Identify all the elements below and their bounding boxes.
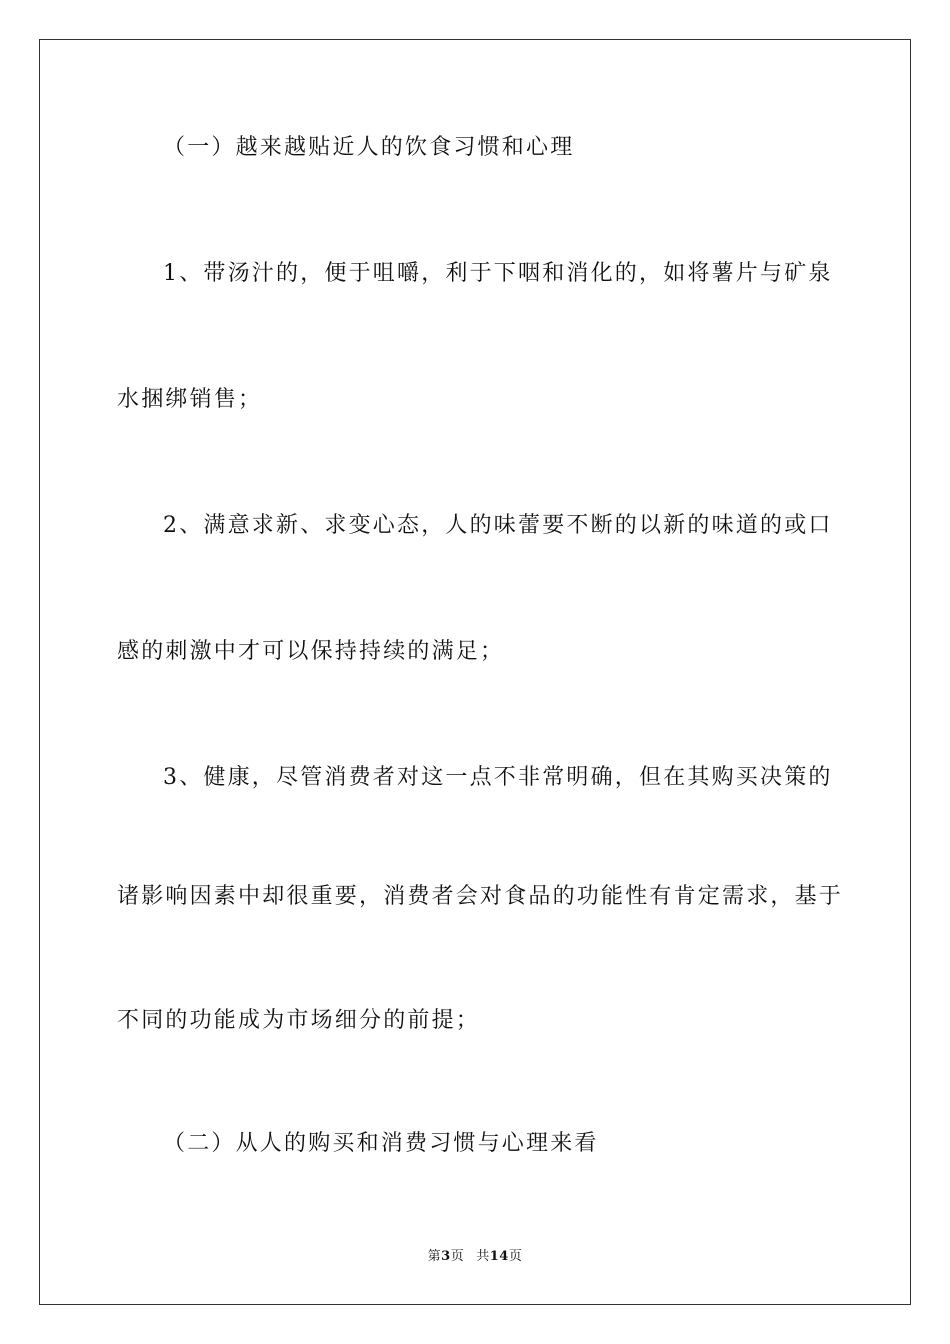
section-heading-2: （二）从人的购买和消费习惯与心理来看 [163, 1131, 599, 1156]
page-prefix: 第 [427, 1249, 442, 1264]
total-pages: 14 [489, 1249, 509, 1264]
page-border [39, 39, 911, 1305]
paragraph-3-line-3: 不同的功能成为市场细分的前提； [117, 1008, 481, 1033]
paragraph-2-line-2: 感的刺激中才可以保持持续的满足； [117, 639, 505, 664]
total-prefix: 共 [476, 1249, 490, 1264]
paragraph-3-line-2: 诸影响因素中却很重要，消费者会对食品的功能性有肯定需求，基于 [117, 884, 844, 909]
total-suffix: 页 [508, 1249, 523, 1264]
page-footer [0, 1248, 950, 1266]
paragraph-1-line-1: 1、带汤汁的，便于咀嚼，利于下咽和消化的，如将薯片与矿泉 [163, 261, 833, 286]
paragraph-1-line-2: 水捆绑销售； [117, 387, 263, 412]
section-heading-1: （一）越来越贴近人的饮食习惯和心理 [163, 135, 575, 160]
paragraph-3-line-1: 3、健康，尽管消费者对这一点不非常明确，但在其购买决策的 [163, 765, 833, 790]
page-number: 3 [441, 1249, 451, 1264]
paragraph-2-line-1: 2、满意求新、求变心态，人的味蕾要不断的以新的味道的或口 [163, 513, 833, 538]
page-suffix: 页 [450, 1249, 465, 1264]
